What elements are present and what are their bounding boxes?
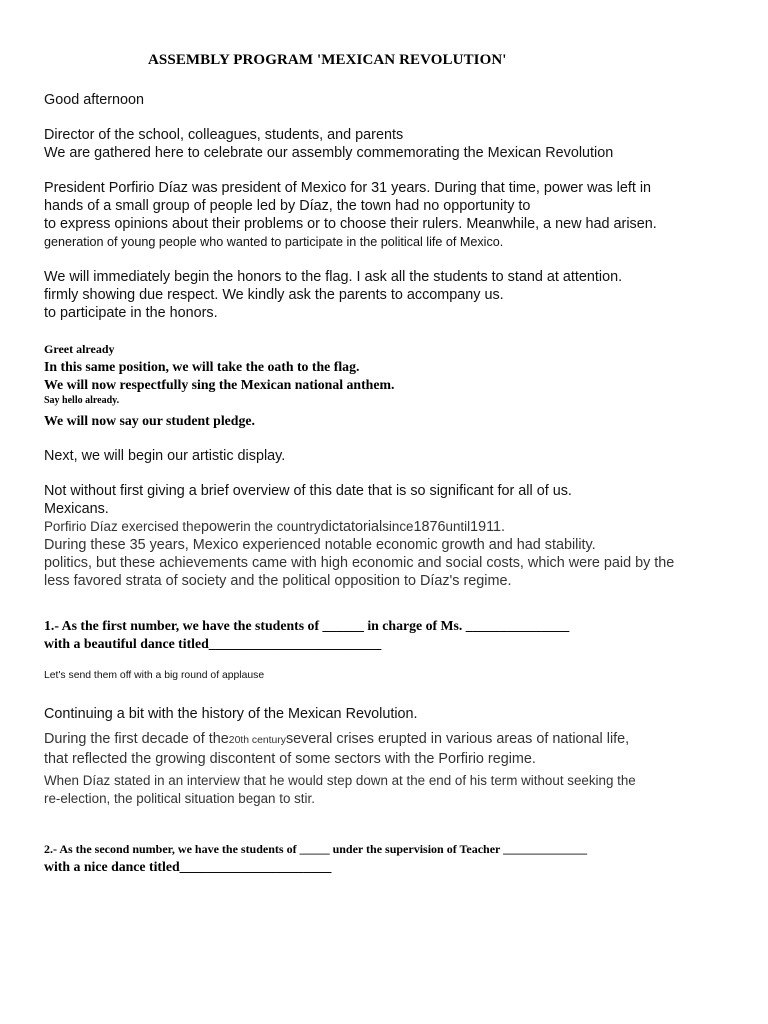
greet-instruction: Greet already [44,342,115,356]
overview-line-1: Not without first giving a brief overview of this date that is so significant for all of us. [44,483,572,499]
number1-line-1: 1.- As the first number, we have the students of ______ in charge of Ms. _______________ [44,618,570,633]
history1-line-3: politics, but these achievements came with high economic and social costs, which were paid by the [44,555,675,571]
oath-line: In this same position, we will take the oath to the flag. [44,359,360,374]
greeting: Good afternoon [44,92,145,108]
history1-line-4: less favored strata of society and the political opposition to Díaz's regime. [44,573,512,589]
flag-line-3: to participate in the honors. [44,305,218,321]
anthem-line: We will now respectfully sing the Mexican national anthem. [44,377,395,392]
history3-line-2: re-election, the political situation began to stir. [44,791,315,806]
hello-instruction: Say hello already. [44,395,120,406]
history1-line-2: During these 35 years, Mexico experienced notable economic growth and had stability. [44,537,596,553]
number1-line-2: with a beautiful dance titled_________________________ [44,636,382,651]
pledge-line: We will now say our student pledge. [44,413,255,428]
history2-line-2: that reflected the growing discontent of some sectors with the Porfirio regime. [44,751,536,767]
overview-line-2: Mexicans. [44,501,109,517]
applause-line: Let's send them off with a big round of applause [44,670,265,681]
number2-line-1: 2.- As the second number, we have the students of _____ under the supervision of Teacher ______________ [44,842,588,856]
porfirio-line-2: hands of a small group of people led by Díaz, the town had no opportunity to [44,198,531,214]
flag-line-1: We will immediately begin the honors to the flag. I ask all the students to stand at attention. [44,269,623,285]
porfirio-line-4: generation of young people who wanted to participate in the political life of Mexico. [44,235,504,249]
number2-line-2: with a nice dance titled______________________ [44,859,332,874]
intro-line-1: Director of the school, colleagues, students, and parents [44,127,404,143]
porfirio-line-1: President Porfirio Díaz was president of Mexico for 31 years. During that time, power was left in [44,180,652,196]
history1-line-1: Porfirio Díaz exercised thepowerin the countrydictatorialsince1876until1911. [44,519,506,535]
history3-line-1: When Díaz stated in an interview that he would step down at the end of his term without seeking the [44,773,636,788]
flag-line-2: firmly showing due respect. We kindly ask the parents to accompany us. [44,287,504,303]
document-page [44,52,744,876]
porfirio-line-3: to express opinions about their problems or to choose their rulers. Meanwhile, a new had arisen. [44,216,657,232]
continuing-line: Continuing a bit with the history of the Mexican Revolution. [44,706,418,722]
history2-line-1: During the first decade of the20th centuryseveral crises erupted in various areas of national life, [44,731,630,747]
intro-line-2: We are gathered here to celebrate our assembly commemorating the Mexican Revolution [44,145,614,161]
artistic-line: Next, we will begin our artistic display. [44,448,286,464]
document-title: ASSEMBLY PROGRAM 'MEXICAN REVOLUTION' [148,52,507,68]
